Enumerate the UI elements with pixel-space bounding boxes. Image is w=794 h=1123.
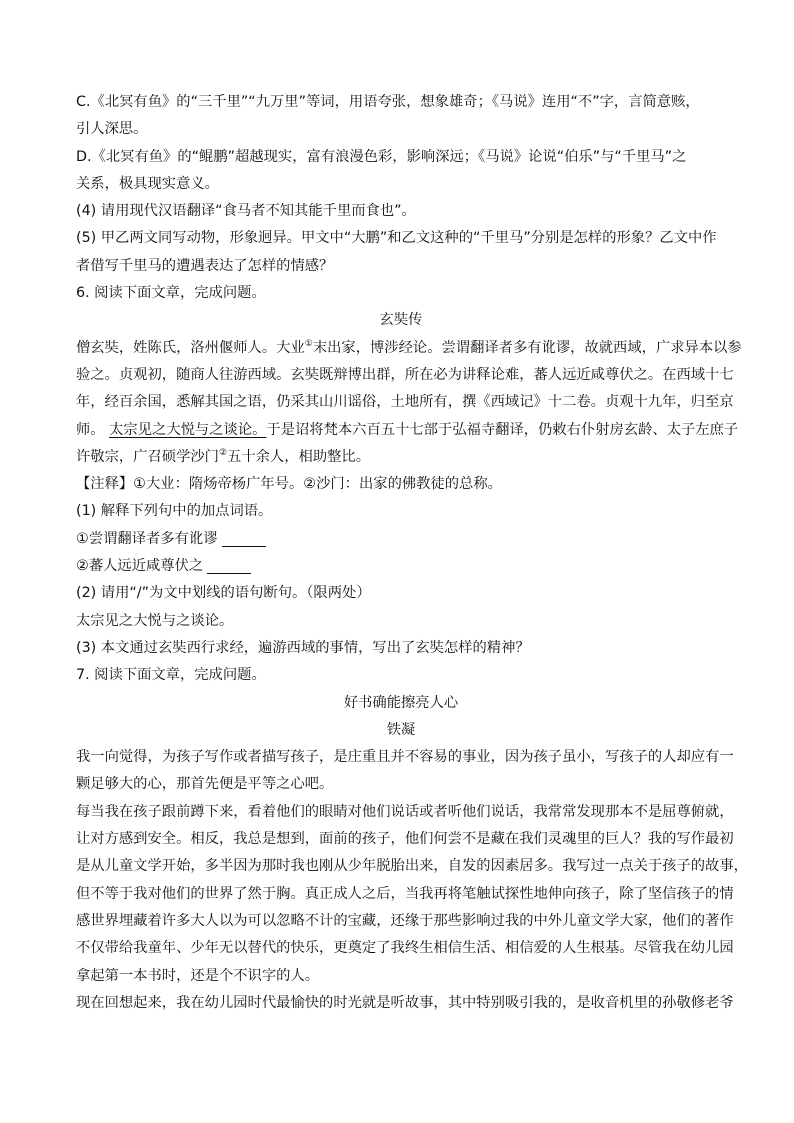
underlined-sentence: 太宗见之大悦与之谈论。 [109, 421, 267, 438]
q5-subquestion-4: (4) 请用现代汉语翻译“食马者不知其能千里而食也”。 [76, 203, 416, 220]
q7-paragraph2-line7: 拿起第一本书时，还是个不识字的人。 [76, 967, 320, 984]
q7-paragraph2-line3: 是从儿童文学开始，多半因为那时我也刚从少年脱胎出来，自发的因素居多。我写过一点关于孩子的故事， [76, 858, 748, 875]
q5-subquestion-5-line2: 者借写千里马的遭遇表达了怎样的情感？ [76, 257, 334, 274]
q6-passage-line3: 年，经百余国，悉解其国之语，仍采其山川谣俗，土地所有，撰《西域记》十二卷。贞观十九年，归至京 [76, 394, 734, 411]
q6-passage-line5-a: 许敬宗，广召硕学沙门 [76, 448, 219, 465]
q6-passage-line4-b: 于是诏将梵本六百五十七部于弘福寺翻译，仍敕右仆射房玄龄、太子左庶子 [266, 421, 739, 438]
footnote-marker-2: ② [218, 447, 228, 458]
q6-passage-title: 玄奘传 [379, 312, 423, 329]
q6-passage-line4 [76, 417, 739, 444]
q6-passage-line1-a: 僧玄奘，姓陈氏，洛州偃师人。大业 [76, 339, 305, 356]
q5-option-d-line1: D.《北冥有鱼》的“鲲鹏”超越现实，富有浪漫色彩，影响深远；《马说》论说“伯乐”与“千里马”之 [76, 148, 687, 165]
q5-option-c-line2: 引人深思。 [76, 121, 148, 138]
footnote-marker-1: ① [304, 338, 313, 349]
q7-passage-title: 好书确能擦亮人心 [343, 694, 459, 711]
q7-paragraph2-line5: 感世界埋藏着许多大人以为可以忽略不计的宝藏，还缘于那些影响过我的中外儿童文学大家，他们的著作 [76, 912, 734, 929]
q6-subquestion-2-text: 太宗见之大悦与之谈论。 [76, 612, 234, 629]
q7-passage-author: 铁凝 [386, 721, 416, 738]
q6-subquestion-1-b-text: ②蕃人远近咸尊伏之 [76, 558, 204, 575]
q6-passage-line1 [76, 335, 742, 362]
q7-heading: 7. 阅读下面文章，完成问题。 [76, 667, 266, 684]
q7-paragraph2-line6: 不仅带给我童年、少年无以替代的快乐，更奠定了我终生相信生活、相信爱的人生根基。尽管我在幼儿园 [76, 940, 734, 957]
q6-subquestion-1-a [76, 526, 726, 553]
q6-passage-line5 [76, 444, 726, 471]
q5-option-c-line1: C.《北冥有鱼》的“三千里”“九万里”等词，用语夸张，想象雄奇；《马说》连用“不”字，言简意赅， [76, 94, 700, 110]
q7-paragraph1-line2: 颗足够大的心，那首先便是平等之心吧。 [76, 776, 334, 793]
q6-subquestion-2: (2) 请用“/”为文中划线的语句断句。（限两处） [76, 585, 371, 602]
q7-paragraph2-line4: 但不等于我对他们的世界了然于胸。真正成人之后，当我再将笔触试探性地伸向孩子，除了坚信孩子的情 [76, 885, 734, 902]
q7-paragraph2-line2: 让对方感到安全。相反，我总是想到，面前的孩子，他们何尝不是藏在我们灵魂里的巨人？我的写作最初 [76, 831, 734, 848]
q6-subquestion-1-b [76, 553, 726, 580]
q6-passage-line1-b: 末出家，博涉经论。尝谓翻译者多有讹谬，故就西域，广求异本以参 [312, 339, 742, 356]
q7-paragraph1-line1: 我一向觉得，为孩子写作或者描写孩子，是庄重且并不容易的事业，因为孩子虽小，写孩子的人却应有一 [76, 749, 734, 766]
q6-subquestion-3: (3) 本文通过玄奘西行求经，遍游西域的事情，写出了玄奘怎样的精神？ [76, 639, 530, 656]
q6-passage-line2: 验之。贞观初，随商人往游西域。玄奘既辩博出群，所在必为讲释论难，蕃人远近咸尊伏之。在西域十七 [76, 366, 734, 383]
q6-notes: 【注释】①大业：隋炀帝杨广年号。②沙门：出家的佛教徒的总称。 [76, 476, 502, 493]
q7-paragraph2-line1: 每当我在孩子跟前蹲下来，看着他们的眼睛对他们说话或者听他们说话，我常常发现那本不是屈尊俯就， [76, 803, 734, 820]
q6-passage-line5-b: 五十余人，相助整比。 [227, 448, 371, 465]
q6-heading: 6. 阅读下面文章，完成问题。 [76, 285, 266, 302]
q6-passage-line4-a: 师。 [76, 421, 105, 438]
q5-subquestion-5-line1: (5) 甲乙两文同写动物，形象迥异。甲文中“大鹏”和乙文这种的“千里马”分别是怎样的形象？乙文中作 [76, 230, 717, 247]
answer-blank-1[interactable] [222, 530, 266, 547]
q7-paragraph3-line1: 现在回想起来，我在幼儿园时代最愉快的时光就是听故事，其中特别吸引我的，是收音机里的孙敬修老爷 [76, 994, 734, 1011]
q5-option-d-line2: 关系，极具现实意义。 [76, 175, 219, 192]
q6-subquestion-1: (1) 解释下列句中的加点词语。 [76, 503, 273, 520]
q6-subquestion-1-a-text: ①尝谓翻译者多有讹谬 [76, 530, 218, 547]
document-page [76, 89, 748, 1017]
answer-blank-2[interactable] [207, 557, 251, 574]
